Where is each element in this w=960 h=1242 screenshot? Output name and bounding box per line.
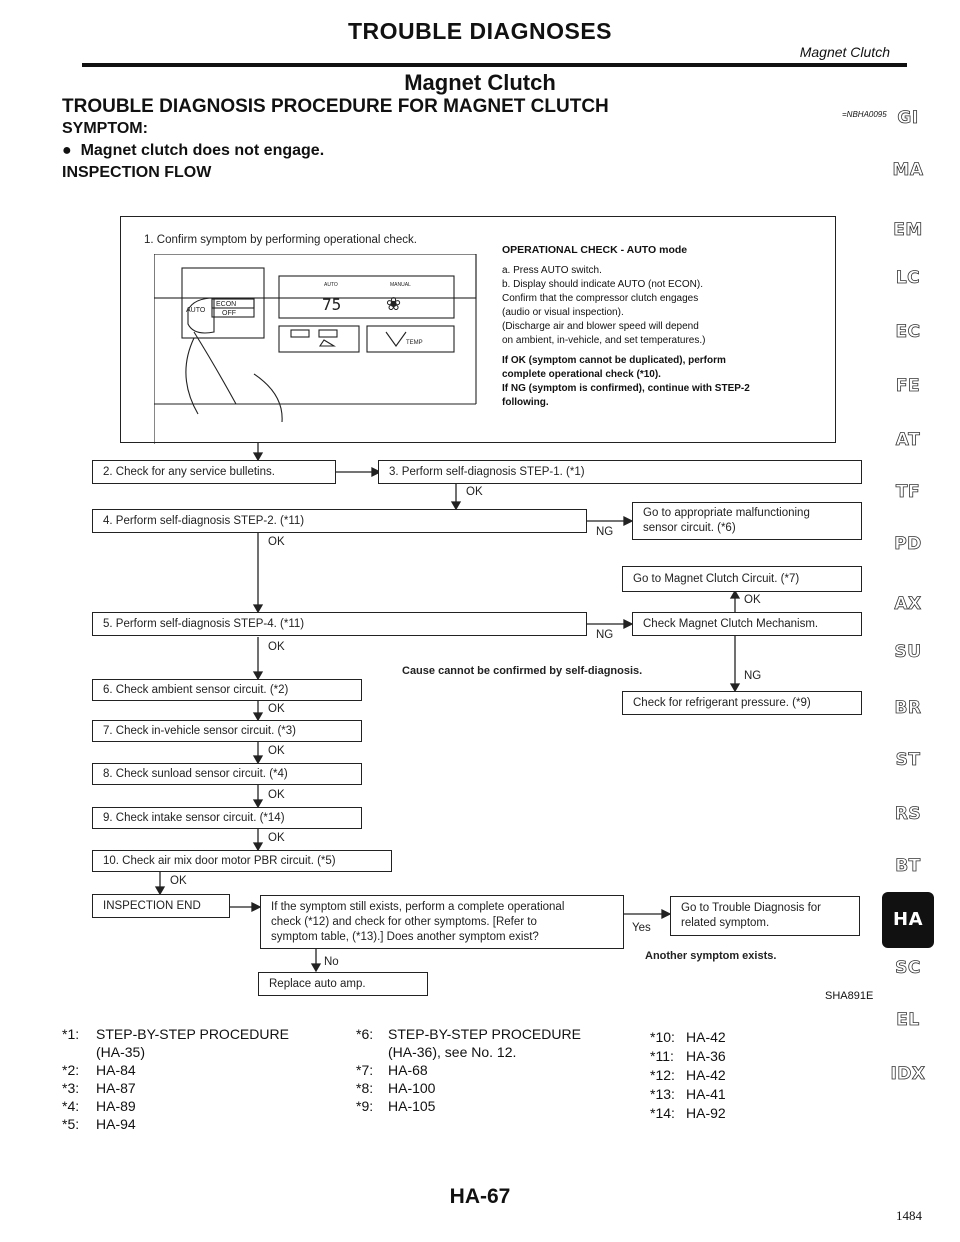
op-check-bold: complete operational check (*10). <box>502 369 661 380</box>
tab-ax[interactable]: AX <box>894 594 922 614</box>
symptom-text: Magnet clutch does not engage. <box>80 142 325 159</box>
go-trouble-line: Go to Trouble Diagnosis for <box>681 902 821 914</box>
symptom-exists-box <box>260 895 624 949</box>
step6-box: 6. Check ambient sensor circuit. (*2) <box>92 679 362 701</box>
step5-ok-label: OK <box>268 641 285 653</box>
go-trouble-box <box>670 896 860 936</box>
symptom-box-line: check (*12) and check for other symptoms. [Refer to <box>271 915 537 928</box>
notes-column-2 <box>356 1025 616 1115</box>
step8-box: 8. Check sunload sensor circuit. (*4) <box>92 763 362 785</box>
figure-code: SHA891E <box>825 990 874 1002</box>
tab-lc[interactable]: LC <box>895 268 921 288</box>
note-row: *1: STEP-BY-STEP PROCEDURE <box>62 1026 289 1042</box>
check-refrigerant-box: Check for refrigerant pressure. (*9) <box>622 691 862 715</box>
symptom-box-line: symptom table, (*13).] Does another symptom exist? <box>271 930 539 943</box>
header-section: Magnet Clutch <box>799 44 890 60</box>
tab-bt[interactable]: BT <box>895 856 921 876</box>
note-row: *5: HA-94 <box>62 1116 136 1132</box>
go-sensor-box <box>632 502 862 540</box>
tab-ma[interactable]: MA <box>892 160 924 180</box>
panel-manual-small: MANUAL <box>390 282 411 288</box>
step4-box: 4. Perform self-diagnosis STEP-2. (*11) <box>92 509 587 533</box>
step5-ng-label: NG <box>596 629 614 641</box>
note-row: *9: HA-105 <box>356 1098 436 1114</box>
operational-check <box>502 244 832 410</box>
step10-box: 10. Check air mix door motor PBR circuit. (*5) <box>92 850 392 872</box>
panel-temp-display: 75 <box>322 295 342 314</box>
tab-at[interactable]: AT <box>895 430 921 450</box>
go-magnet-box: Go to Magnet Clutch Circuit. (*7) <box>622 566 862 592</box>
cause-note: Cause cannot be confirmed by self-diagnosis. <box>402 665 643 677</box>
note-row: *2: HA-84 <box>62 1062 136 1078</box>
mech-ok-label: OK <box>744 594 761 606</box>
op-check-bold: If OK (symptom cannot be duplicated), perform <box>502 355 726 366</box>
op-check-line: b. Display should indicate AUTO (not ECON). <box>502 279 704 290</box>
tab-gi[interactable]: GI <box>897 108 919 128</box>
bullet-icon: ● <box>62 142 81 159</box>
tab-su[interactable]: SU <box>894 642 922 662</box>
tab-ha-active[interactable]: HA <box>882 892 934 948</box>
panel-auto-small: AUTO <box>324 282 338 288</box>
replace-amp-box: Replace auto amp. <box>258 972 428 996</box>
op-check-line: a. Press AUTO switch. <box>502 265 602 276</box>
check-mech-box: Check Magnet Clutch Mechanism. <box>632 612 862 636</box>
no-label: No <box>324 956 339 968</box>
tab-tf[interactable]: TF <box>895 482 921 502</box>
tab-br[interactable]: BR <box>894 698 922 718</box>
mech-ng-label: NG <box>744 670 762 682</box>
notes-column-3 <box>650 1028 810 1123</box>
op-check-line: on ambient, in-vehicle, and set temperatures.) <box>502 335 706 346</box>
note-row: *10: HA-42 <box>650 1029 726 1045</box>
step6-ok-label: OK <box>268 703 285 715</box>
step1-text: 1. Confirm symptom by performing operational check. <box>144 234 417 246</box>
step4-ok-label: OK <box>268 536 285 548</box>
go-sensor-line: sensor circuit. (*6) <box>643 522 736 534</box>
op-check-line: (audio or visual inspection). <box>502 307 624 318</box>
step7-ok-label: OK <box>268 745 285 757</box>
op-check-bold: If NG (symptom is confirmed), continue with STEP-2 <box>502 383 750 394</box>
inspection-end-box: INSPECTION END <box>92 894 230 918</box>
op-check-title: OPERATIONAL CHECK - AUTO mode <box>502 244 688 256</box>
panel-econ-label: ECON <box>216 301 237 308</box>
tab-el[interactable]: EL <box>896 1010 920 1030</box>
op-check-line: (Discharge air and blower speed will depend <box>502 321 699 332</box>
note-row: *7: HA-68 <box>356 1062 428 1078</box>
step3-ok-label: OK <box>466 486 483 498</box>
tab-sc[interactable]: SC <box>895 958 921 978</box>
note-row: *3: HA-87 <box>62 1080 136 1096</box>
note-row: (HA-35) <box>96 1044 146 1060</box>
inspection-flow-label: INSPECTION FLOW <box>62 164 212 181</box>
step7-box: 7. Check in-vehicle sensor circuit. (*3) <box>92 720 362 742</box>
note-row: *13: HA-41 <box>650 1086 726 1102</box>
panel-auto-label: AUTO <box>186 307 206 314</box>
op-check-line: Confirm that the compressor clutch engages <box>502 293 699 304</box>
symptom-box-line: If the symptom still exists, perform a complete operational <box>271 900 565 913</box>
tab-idx[interactable]: IDX <box>890 1064 926 1084</box>
note-row: *4: HA-89 <box>62 1098 136 1114</box>
tab-pd[interactable]: PD <box>894 534 922 554</box>
corner-number: 1484 <box>896 1208 922 1223</box>
another-symptom-note: Another symptom exists. <box>645 950 777 962</box>
tab-em[interactable]: EM <box>893 220 923 240</box>
notes-column-1 <box>62 1025 322 1133</box>
step8-ok-label: OK <box>268 789 285 801</box>
control-panel-illustration <box>154 254 479 449</box>
note-row: *11: HA-36 <box>650 1048 726 1064</box>
step3-box: 3. Perform self-diagnosis STEP-1. (*1) <box>378 460 862 484</box>
panel-temp-label: TEMP <box>406 340 423 346</box>
tab-fe[interactable]: FE <box>895 376 921 396</box>
panel-off-label: OFF <box>222 310 236 317</box>
panel-fan-icon: ❀ <box>386 294 402 315</box>
step2-box: 2. Check for any service bulletins. <box>92 460 336 484</box>
symptom-label: SYMPTOM: <box>62 120 148 137</box>
step9-ok-label: OK <box>268 832 285 844</box>
note-row: *8: HA-100 <box>356 1080 436 1096</box>
tab-rs[interactable]: RS <box>894 804 922 824</box>
op-check-bold: following. <box>502 397 549 408</box>
procedure-heading: TROUBLE DIAGNOSIS PROCEDURE FOR MAGNET CLUTCH <box>62 96 609 117</box>
reference-code: =NBHA0095 <box>842 110 887 119</box>
step10-ok-label: OK <box>170 875 187 887</box>
page-number: HA-67 <box>449 1185 511 1208</box>
yes-label: Yes <box>632 922 651 934</box>
step9-box: 9. Check intake sensor circuit. (*14) <box>92 807 362 829</box>
note-row: *6: STEP-BY-STEP PROCEDURE <box>356 1026 581 1042</box>
step5-box: 5. Perform self-diagnosis STEP-4. (*11) <box>92 612 587 636</box>
note-row: *12: HA-42 <box>650 1067 726 1083</box>
go-sensor-line: Go to appropriate malfunctioning <box>643 507 810 519</box>
note-row: (HA-36), see No. 12. <box>388 1044 517 1060</box>
tab-st[interactable]: ST <box>895 750 921 770</box>
go-trouble-line: related symptom. <box>681 917 770 929</box>
step4-ng-label: NG <box>596 526 614 538</box>
note-row: *14: HA-92 <box>650 1105 726 1121</box>
tab-ec[interactable]: EC <box>895 322 921 342</box>
header-title: TROUBLE DIAGNOSES <box>347 18 613 44</box>
page-title: Magnet Clutch <box>404 70 556 95</box>
